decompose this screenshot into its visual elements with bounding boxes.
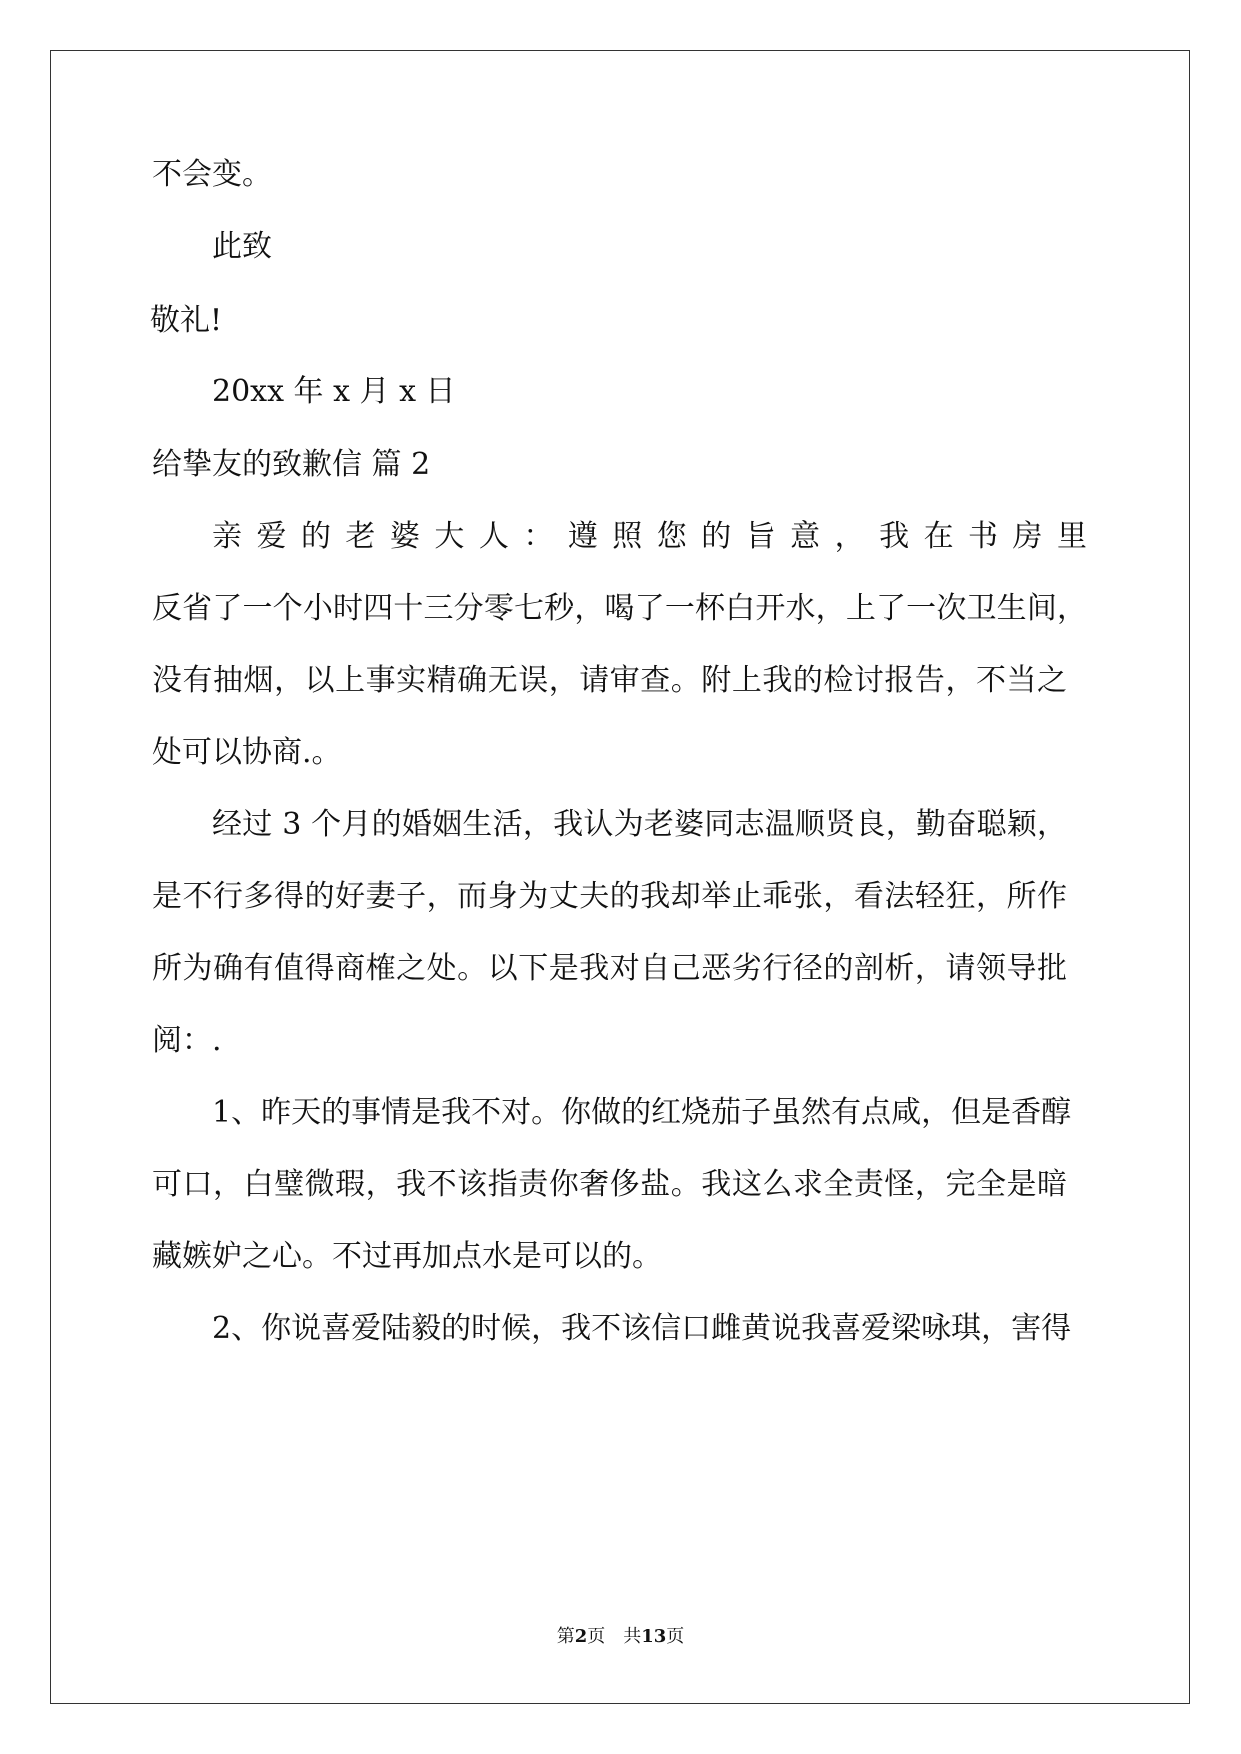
page-frame — [50, 50, 1190, 1704]
page-total: 13 — [641, 1626, 667, 1647]
text-line: 亲爱的老婆大人：遵照您的旨意，我在书房里 — [212, 519, 1087, 554]
text-line: 阅：. — [152, 1023, 222, 1058]
page-footer — [0, 1622, 1241, 1648]
closing-regards: 敬礼! — [150, 303, 223, 338]
section-heading: 给挚友的致歉信 篇 2 — [152, 447, 431, 482]
text-line: 没有抽烟，以上事实精确无误，请审查。附上我的检讨报告，不当之 — [152, 663, 1067, 698]
page-current: 2 — [574, 1626, 588, 1647]
date-line: 20xx 年 x 月 x 日 — [212, 374, 456, 409]
page-mid: 页 共 — [587, 1626, 642, 1647]
text-line: 经过 3 个月的婚姻生活，我认为老婆同志温顺贤良，勤奋聪颖， — [212, 807, 1067, 842]
text-line: 反省了一个小时四十三分零七秒，喝了一杯白开水，上了一次卫生间， — [152, 591, 1087, 626]
text-line: 所为确有值得商榷之处。以下是我对自己恶劣行径的剖析，请领导批 — [152, 951, 1067, 986]
closing-salutation: 此致 — [212, 229, 272, 264]
text-line: 处可以协商.。 — [152, 735, 342, 770]
text-line: 可口，白璧微瑕，我不该指责你奢侈盐。我这么求全责怪，完全是暗 — [152, 1167, 1067, 1202]
text-line: 2、你说喜爱陆毅的时候，我不该信口雌黄说我喜爱梁咏琪，害得 — [212, 1311, 1072, 1346]
page-suffix: 页 — [666, 1626, 685, 1647]
text-line: 藏嫉妒之心。不过再加点水是可以的。 — [152, 1239, 662, 1274]
text-line: 是不行多得的好妻子，而身为丈夫的我却举止乖张，看法轻狂，所作 — [152, 879, 1067, 914]
page-prefix: 第 — [556, 1626, 575, 1647]
text-line: 1、昨天的事情是我不对。你做的红烧茄子虽然有点咸，但是香醇 — [212, 1095, 1072, 1130]
text-line: 不会变。 — [152, 157, 272, 192]
